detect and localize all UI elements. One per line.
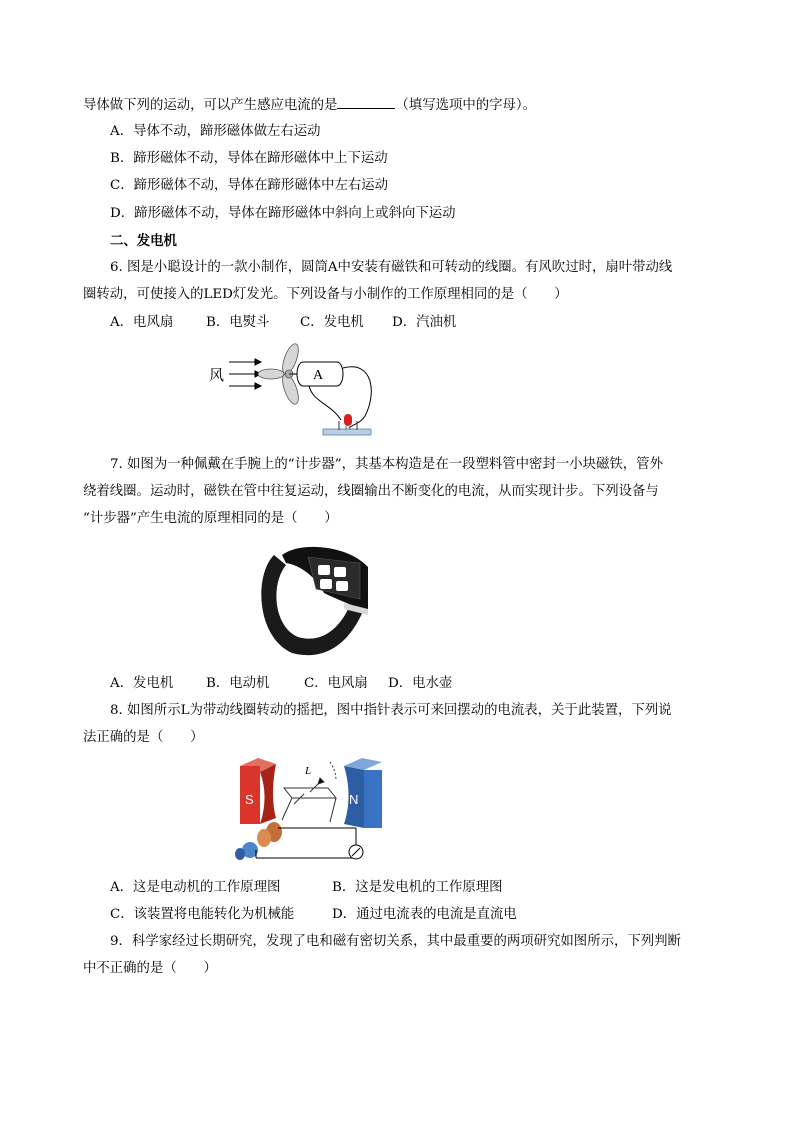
q6-stem-line1: 6. 图是小聪设计的一款小制作，圆筒A中安装有磁铁和可转动的线圈。有风吹过时，扇叶带动线 [110, 260, 673, 275]
crank-l-label: L [305, 765, 312, 777]
magnet-s-icon [240, 758, 276, 824]
magnet-n-label: N [349, 792, 359, 807]
q6-figure [205, 338, 385, 446]
q5-option-b: B．蹄形磁体不动，导体在蹄形磁体中上下运动 [110, 151, 388, 166]
ammeter-icon [349, 845, 363, 859]
q5-stem [83, 96, 536, 115]
q7-options [110, 675, 452, 693]
q8-option-a: A．这是电动机的工作原理图 [110, 880, 281, 895]
q9-stem-line2: 中不正确的是（ ） [83, 961, 217, 976]
q6-options [110, 314, 456, 332]
q7-stem-line2: 绕着线圈。运动时，磁铁在管中往复运动，线圈输出不断变化的电流，从而实现计步。下列设备与 [83, 484, 659, 499]
q8-option-c: C．该装置将电能转化为机械能 [110, 907, 295, 922]
q5-option-c: C．蹄形磁体不动，导体在蹄形磁体中左右运动 [110, 178, 389, 193]
wind-arrows-icon [229, 359, 261, 389]
slip-rings-icon [235, 822, 282, 860]
q8-figure [232, 754, 392, 866]
q6-option-d: D．汽油机 [392, 315, 457, 330]
q5-option-d: D．蹄形磁体不动，导体在蹄形磁体中斜向上或斜向下运动 [110, 206, 456, 221]
q6-wind-label: 风 [209, 368, 225, 384]
q8-option-d: D．通过电流表的电流是直流电 [332, 907, 517, 922]
q6-stem-line2: 圈转动，可使接入的LED灯发光。下列设备与小制作的工作原理相同的是（ ） [83, 287, 568, 302]
q6-option-c: C．发电机 [300, 315, 364, 330]
magnet-s-label: S [245, 792, 254, 807]
q6-option-a: A．电风扇 [110, 315, 174, 330]
q7-stem-line1: 7. 如图为一种佩戴在手腕上的“计步器”，其基本构造是在一段塑料管中密封一小块磁铁，管外 [110, 457, 663, 472]
q5-answer-blank[interactable] [337, 96, 395, 109]
magnet-n-icon [344, 758, 382, 828]
q8-options-row1 [110, 879, 503, 897]
q7-option-d: D．电水壶 [388, 676, 453, 691]
q8-option-b: B．这是发电机的工作原理图 [332, 880, 503, 895]
pedometer-bracelet-icon [261, 547, 368, 655]
section-heading: 二、发电机 [110, 233, 177, 249]
q5-stem-after: （填写选项中的字母）。 [395, 98, 537, 113]
q7-stem-line3: “计步器”产生电流的原理相同的是（ ） [83, 511, 338, 526]
q9-stem-line1: 9．科学家经过长期研究，发现了电和磁有密切关系，其中最重要的两项研究如图所示，下列判断 [110, 934, 681, 949]
q5-option-a: A．导体不动，蹄形磁体做左右运动 [110, 124, 321, 139]
q8-options-row2 [110, 906, 517, 924]
q7-option-c: C．电风扇 [304, 676, 368, 691]
q8-stem-line1: 8. 如图所示L为带动线圈转动的摇把，图中指针表示可来回摆动的电流表，关于此装置，下列说 [110, 703, 672, 718]
q6-option-b: B．电熨斗 [206, 315, 270, 330]
q6-cylinder-label: A [313, 368, 324, 383]
q7-option-b: B．电动机 [206, 676, 270, 691]
q8-stem-line2: 法正确的是（ ） [83, 730, 204, 745]
q5-stem-before: 导体做下列的运动，可以产生感应电流的是 [83, 98, 338, 113]
q7-option-a: A．发电机 [110, 676, 174, 691]
q7-figure [252, 537, 382, 662]
